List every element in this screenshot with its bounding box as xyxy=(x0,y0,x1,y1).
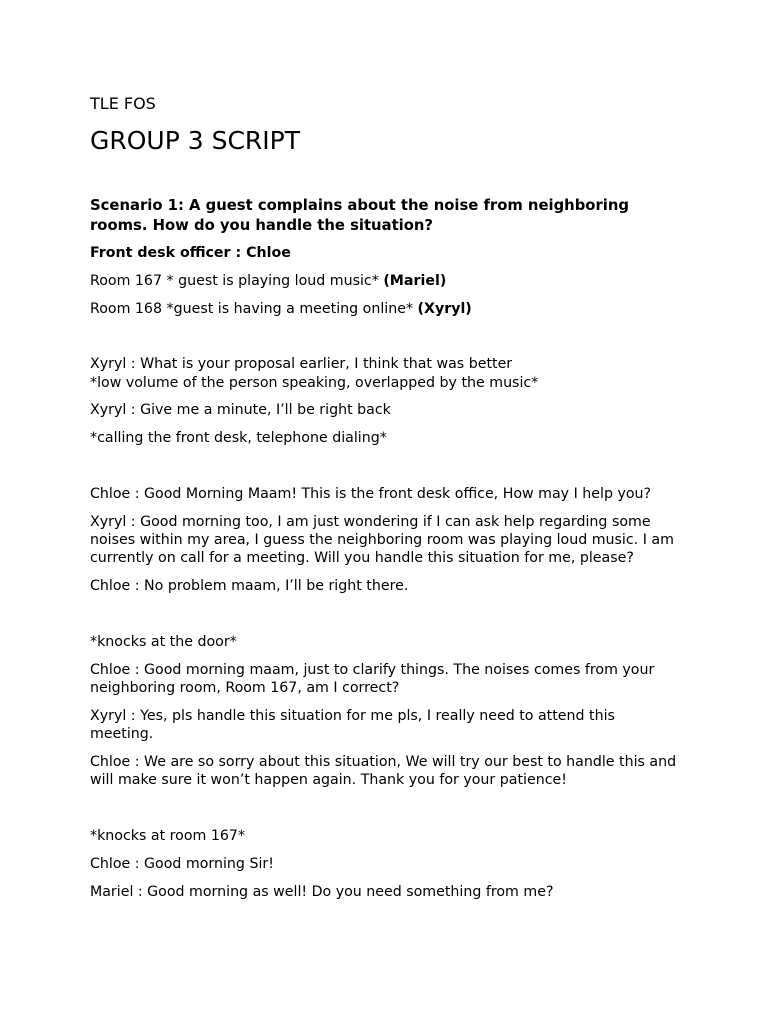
spacer xyxy=(90,605,680,633)
front-desk-role: Front desk officer : Chloe xyxy=(90,245,291,261)
scenario-heading: Scenario 1: A guest complains about the noise from neighboring rooms. How do you handle the situation? xyxy=(90,197,629,234)
spacer xyxy=(90,327,680,355)
stage-direction: *knocks at room 167* xyxy=(90,828,246,845)
dialogue-line: Chloe : We are so sorry about this situation, We will try our best to handle this and will make sure it won’t happen again. Thank you for your patience! xyxy=(90,754,677,789)
dialogue-line: Chloe : Good morning Sir! xyxy=(90,855,274,872)
script-body xyxy=(90,196,680,911)
dialogue-line xyxy=(90,355,680,392)
room-167-text: Room 167 * guest is playing loud music* xyxy=(90,272,384,289)
room-167-name: (Mariel) xyxy=(383,272,447,289)
stage-direction: *low volume of the person speaking, overlapped by the music* xyxy=(90,374,539,391)
dialogue-line: Xyryl : Good morning too, I am just wondering if I can ask help regarding some noises within my area, I guess the neighboring room was playing loud music. I am currently on call for a meeting. Will you handle this situation for me, please? xyxy=(90,513,674,567)
room-168-name: (Xyryl) xyxy=(417,300,472,317)
room-168-role xyxy=(90,300,680,318)
dialogue-line: Chloe : No problem maam, I’ll be right there. xyxy=(90,578,409,595)
room-168-text: Room 168 *guest is having a meeting online* xyxy=(90,300,418,317)
spacer xyxy=(90,457,680,485)
dialogue-line: Chloe : Good Morning Maam! This is the front desk office, How may I help you? xyxy=(90,486,652,503)
document-title: GROUP 3 SCRIPT xyxy=(90,126,301,155)
stage-direction: *knocks at the door* xyxy=(90,634,237,651)
dialogue-line: Xyryl : Yes, pls handle this situation for me pls, I really need to attend this meeting. xyxy=(90,707,615,743)
room-167-role xyxy=(90,272,680,290)
spacer xyxy=(90,799,680,827)
stage-direction: *calling the front desk, telephone dialing* xyxy=(90,430,387,447)
course-label: TLE FOS xyxy=(90,94,156,113)
dialogue-line: Mariel : Good morning as well! Do you need something from me? xyxy=(90,883,554,900)
dialogue-line: Chloe : Good morning maam, just to clarify things. The noises comes from your neighboring room, Room 167, am I correct? xyxy=(90,661,655,697)
dialogue-line: Xyryl : Give me a minute, I’ll be right back xyxy=(90,402,391,419)
line-text: Xyryl : What is your proposal earlier, I think that was better xyxy=(90,356,513,373)
